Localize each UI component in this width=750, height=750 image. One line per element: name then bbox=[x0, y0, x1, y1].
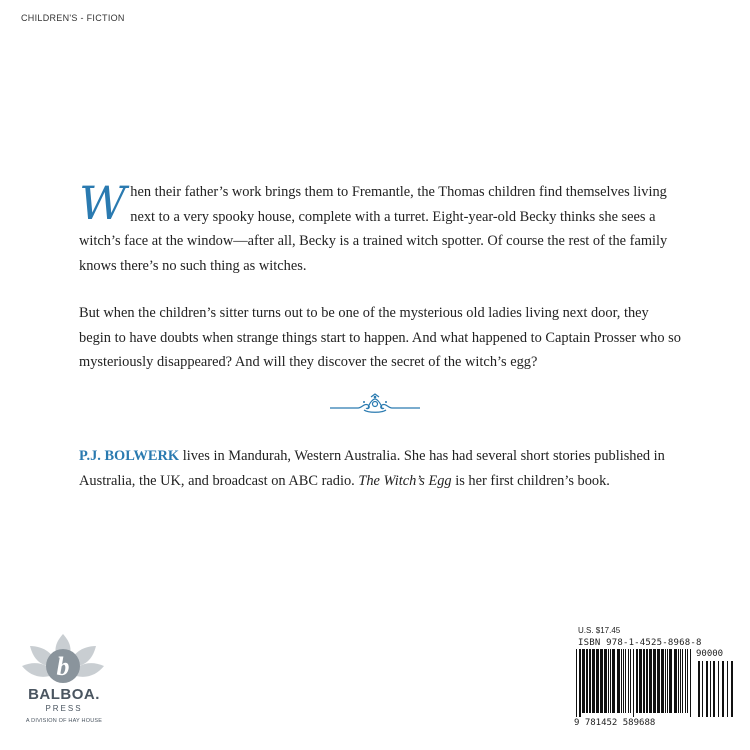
barcode-bar bbox=[690, 649, 691, 717]
barcode-bar bbox=[669, 649, 672, 713]
barcode-bar bbox=[625, 649, 626, 713]
barcode-bar bbox=[639, 649, 642, 713]
barcode-bar bbox=[678, 649, 679, 713]
barcode-bar bbox=[657, 649, 660, 713]
barcode-bar bbox=[643, 649, 645, 713]
barcode-bar bbox=[617, 649, 620, 713]
barcode-bar bbox=[612, 649, 615, 713]
category-label: CHILDREN'S - FICTION bbox=[21, 13, 125, 23]
scroll-ornament-icon bbox=[328, 393, 422, 415]
barcode-bar bbox=[589, 649, 591, 713]
author-name: P.J. BOLWERK bbox=[79, 448, 180, 464]
addon-bar bbox=[706, 661, 708, 717]
barcode-bar bbox=[630, 649, 631, 713]
drop-cap-letter: W bbox=[79, 176, 127, 230]
barcode-bar bbox=[633, 649, 634, 717]
addon-bar bbox=[718, 661, 719, 717]
addon-bar bbox=[722, 661, 724, 717]
ean-digits: 9 781452 589688 bbox=[574, 718, 656, 728]
barcode-bar bbox=[661, 649, 664, 713]
barcode-bar bbox=[608, 649, 609, 713]
barcode-bar bbox=[628, 649, 629, 713]
isbn-label: ISBN 978-1-4525-8968-8 bbox=[578, 638, 702, 648]
barcode-bar bbox=[604, 649, 607, 713]
barcode-bar bbox=[674, 649, 677, 713]
barcode-bar bbox=[610, 649, 611, 713]
barcode-bar bbox=[665, 649, 666, 713]
barcode-bar bbox=[621, 649, 622, 713]
barcode-bar bbox=[623, 649, 624, 713]
author-bio bbox=[79, 444, 684, 493]
barcode-bar bbox=[667, 649, 668, 713]
barcode-bars bbox=[574, 649, 734, 719]
barcode-bar bbox=[586, 649, 588, 713]
publisher-division: A DIVISION OF HAY HOUSE bbox=[25, 718, 103, 724]
barcode-bar bbox=[682, 649, 683, 713]
logo-letter: b bbox=[56, 652, 70, 681]
blurb-paragraph-1 bbox=[79, 176, 684, 278]
author-bio-paragraph bbox=[79, 444, 684, 493]
blurb-text bbox=[79, 176, 684, 375]
lotus-logo-icon bbox=[18, 632, 108, 732]
barcode-bar bbox=[596, 649, 599, 713]
publisher-brand: BALBOA. bbox=[28, 686, 100, 703]
addon-bar bbox=[727, 661, 728, 717]
blurb-paragraph-2: But when the children’s sitter turns out to be one of the mysterious old ladies living next door, they begin to have doubts when strange things start to happen. And what happened to Captain Prosser who so mysteriously disappeared? And will they discover the secret of the witch’s egg? bbox=[79, 305, 681, 370]
addon-bar bbox=[731, 661, 733, 717]
barcode-bar bbox=[680, 649, 681, 713]
addon-bar bbox=[698, 661, 700, 717]
barcode-bar bbox=[649, 649, 652, 713]
barcode-bar bbox=[687, 649, 688, 713]
publisher-imprint: PRESS bbox=[45, 704, 83, 713]
blurb-paragraph-1-text: hen their father’s work brings them to Fremantle, the Thomas children find themselves living next to a very spooky house, complete with a turret. Eight-year-old Becky thinks she sees a witch’s face at the window—after all, Becky is a trained witch spotter. Of course the rest of the family knows there’s no such thing as witches. bbox=[79, 184, 668, 274]
barcode-bar bbox=[636, 649, 638, 713]
barcode-bar bbox=[600, 649, 603, 713]
barcode-bar bbox=[576, 649, 577, 717]
author-bio-text-b: is her first children’s book. bbox=[451, 472, 610, 489]
addon-bar bbox=[713, 661, 715, 717]
barcode-bar bbox=[592, 649, 595, 713]
addon-bar bbox=[710, 661, 711, 717]
barcode-bar bbox=[685, 649, 686, 713]
barcode-bar bbox=[646, 649, 648, 713]
price-label: U.S. $17.45 bbox=[578, 626, 621, 635]
addon-bar bbox=[702, 661, 703, 717]
barcode-bar bbox=[579, 649, 581, 717]
barcode-bar bbox=[582, 649, 585, 713]
author-bio-text-a: lives in Mandurah, Western Australia. She has had several short stories published in Australia, the UK, and broadcast on ABC radio. bbox=[79, 448, 665, 489]
barcode-bar bbox=[653, 649, 656, 713]
addon-digits: 90000 bbox=[696, 649, 724, 659]
book-title: The Witch’s Egg bbox=[358, 472, 452, 489]
